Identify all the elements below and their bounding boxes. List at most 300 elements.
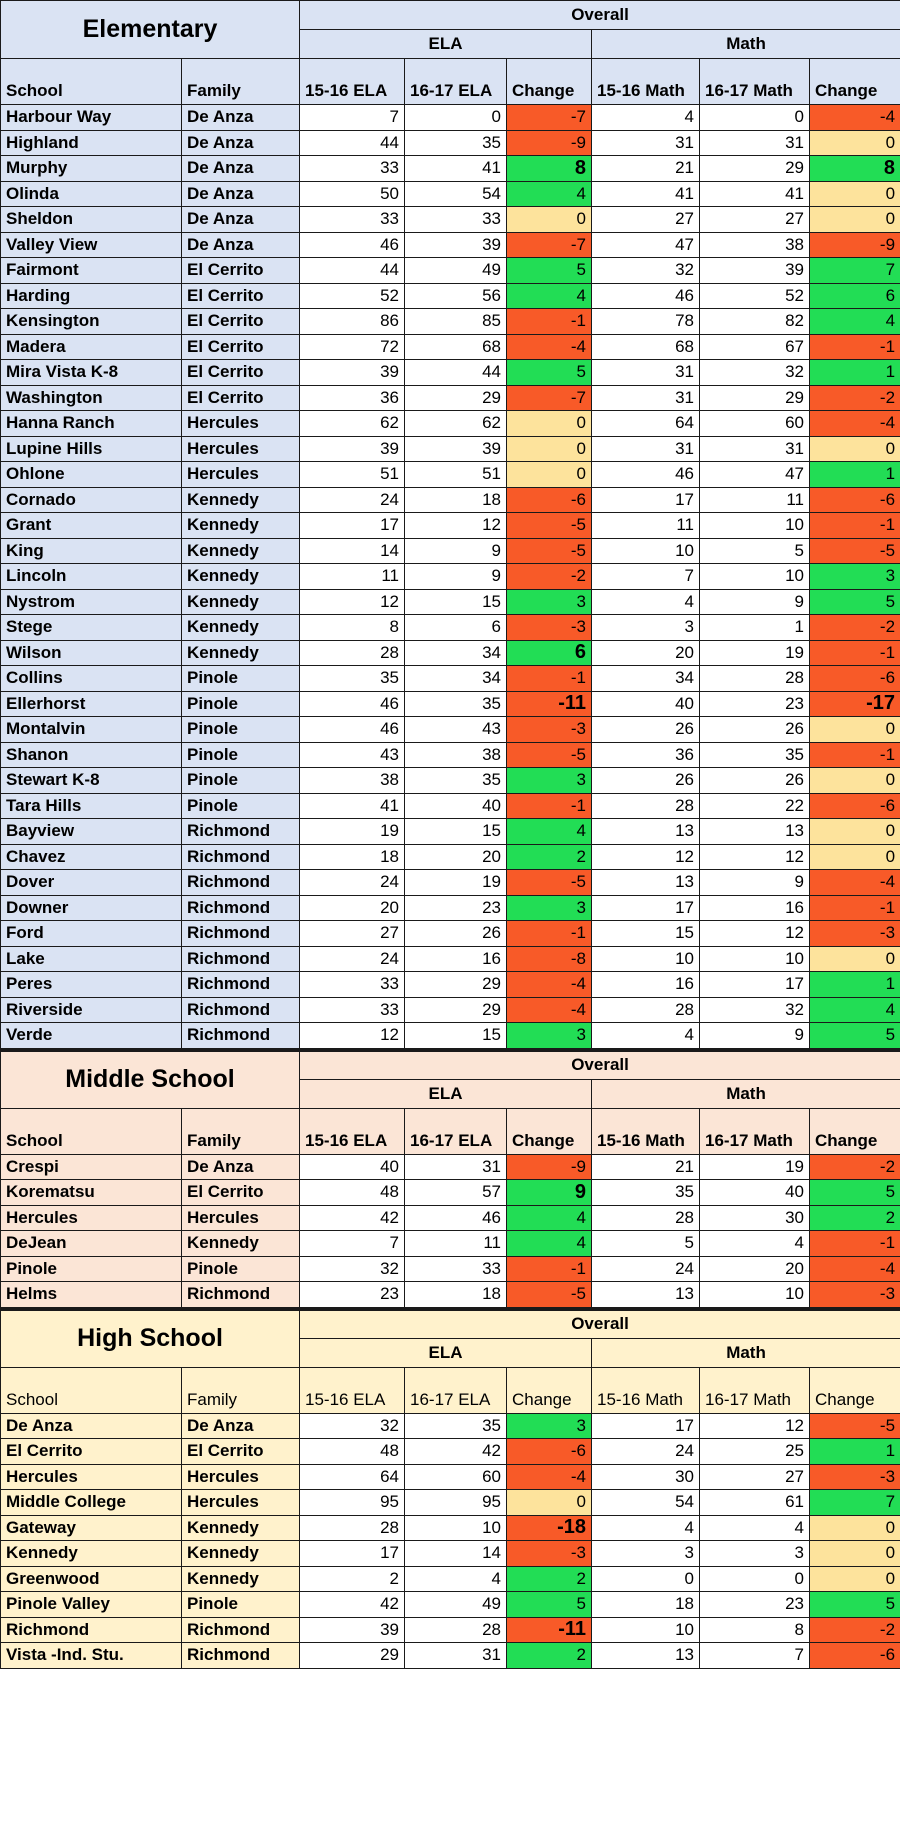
- math-1617-value: 52: [700, 283, 810, 309]
- ela-change-value: 5: [507, 360, 592, 386]
- table-row: [1, 946, 900, 972]
- family-name: Kennedy: [182, 1541, 300, 1567]
- ela-1617-value: 60: [405, 1464, 507, 1490]
- ela-1617-value: 33: [405, 1256, 507, 1282]
- header-row-overall: [1, 1309, 900, 1338]
- ela-1617-value: 10: [405, 1515, 507, 1541]
- family-name: Pinole: [182, 1592, 300, 1618]
- ela-1516-value: 33: [300, 156, 405, 182]
- math-1516-value: 10: [592, 538, 700, 564]
- math-1516-value: 12: [592, 844, 700, 870]
- table-row: [1, 742, 900, 768]
- math-change-value: -3: [810, 921, 900, 947]
- ela-change-value: -4: [507, 334, 592, 360]
- school-name: Korematsu: [1, 1180, 182, 1206]
- family-name: Richmond: [182, 946, 300, 972]
- math-change-value: 6: [810, 283, 900, 309]
- ela-1516-value: 42: [300, 1205, 405, 1231]
- school-name: Pinole: [1, 1256, 182, 1282]
- math-1516-value: 78: [592, 309, 700, 335]
- table-row: [1, 1464, 900, 1490]
- family-name: De Anza: [182, 156, 300, 182]
- math-change-value: 2: [810, 1205, 900, 1231]
- table-row: [1, 717, 900, 743]
- math-1617-value: 39: [700, 258, 810, 284]
- math-change-value: 3: [810, 564, 900, 590]
- overall-header: Overall: [300, 1, 900, 30]
- table-row: [1, 1592, 900, 1618]
- math-1516-value: 24: [592, 1439, 700, 1465]
- math-change-value: 8: [810, 156, 900, 182]
- family-name: Kennedy: [182, 640, 300, 666]
- ela-1617-value: 51: [405, 462, 507, 488]
- math-change-value: 5: [810, 589, 900, 615]
- math-1617-value: 12: [700, 844, 810, 870]
- family-name: Hercules: [182, 1205, 300, 1231]
- table-row: [1, 615, 900, 641]
- ela-change-value: -1: [507, 309, 592, 335]
- math-1516-value: 3: [592, 1541, 700, 1567]
- ela-1516-value: 7: [300, 105, 405, 131]
- table-row: [1, 1413, 900, 1439]
- math-1516-value: 31: [592, 360, 700, 386]
- middle-section-table: [0, 1049, 900, 1308]
- table-row: [1, 1256, 900, 1282]
- overall-header: Overall: [300, 1309, 900, 1338]
- ela-1516-value: 48: [300, 1439, 405, 1465]
- ela-1617-value: 28: [405, 1617, 507, 1643]
- ela-1617-value: 18: [405, 487, 507, 513]
- ela-1516-value: 50: [300, 181, 405, 207]
- math-change-value: -2: [810, 615, 900, 641]
- ela-1617-column-header: 16-17 ELA: [405, 1108, 507, 1154]
- math-change-value: 0: [810, 717, 900, 743]
- ela-1516-value: 14: [300, 538, 405, 564]
- table-row: [1, 1490, 900, 1516]
- ela-change-value: -1: [507, 1256, 592, 1282]
- table-row: [1, 666, 900, 692]
- math-change-value: -6: [810, 793, 900, 819]
- school-name: Harbour Way: [1, 105, 182, 131]
- table-row: [1, 1205, 900, 1231]
- family-name: Kennedy: [182, 1566, 300, 1592]
- ela-change-value: 0: [507, 411, 592, 437]
- ela-1516-value: 86: [300, 309, 405, 335]
- column-header-row: [1, 1108, 900, 1154]
- school-name: Verde: [1, 1023, 182, 1049]
- ela-change-value: 3: [507, 1413, 592, 1439]
- family-name: El Cerrito: [182, 258, 300, 284]
- ela-change-value: -3: [507, 717, 592, 743]
- family-name: Richmond: [182, 1643, 300, 1669]
- ela-1516-value: 24: [300, 870, 405, 896]
- math-1617-column-header: 16-17 Math: [700, 1367, 810, 1413]
- math-1617-value: 9: [700, 870, 810, 896]
- math-1617-value: 19: [700, 640, 810, 666]
- school-name: Peres: [1, 972, 182, 998]
- ela-1516-value: 28: [300, 1515, 405, 1541]
- family-name: Richmond: [182, 1282, 300, 1308]
- table-row: [1, 334, 900, 360]
- math-change-value: -1: [810, 334, 900, 360]
- family-name: El Cerrito: [182, 1180, 300, 1206]
- table-row: [1, 411, 900, 437]
- table-row: [1, 258, 900, 284]
- table-row: [1, 1515, 900, 1541]
- school-name: Sheldon: [1, 207, 182, 233]
- math-change-value: 0: [810, 1566, 900, 1592]
- ela-1617-value: 35: [405, 1413, 507, 1439]
- ela-1516-value: 43: [300, 742, 405, 768]
- school-name: Crespi: [1, 1154, 182, 1180]
- ela-1617-value: 62: [405, 411, 507, 437]
- table-row: [1, 589, 900, 615]
- section-title: Middle School: [1, 1050, 300, 1108]
- table-row: [1, 1231, 900, 1257]
- math-1516-value: 34: [592, 666, 700, 692]
- math-1516-value: 46: [592, 283, 700, 309]
- school-name: Highland: [1, 130, 182, 156]
- math-change-value: 5: [810, 1180, 900, 1206]
- school-name: Gateway: [1, 1515, 182, 1541]
- family-name: De Anza: [182, 232, 300, 258]
- math-change-value: 5: [810, 1023, 900, 1049]
- ela-change-value: 4: [507, 283, 592, 309]
- ela-group-header: ELA: [300, 30, 592, 59]
- school-name: Madera: [1, 334, 182, 360]
- ela-1617-value: 20: [405, 844, 507, 870]
- ela-change-value: 0: [507, 436, 592, 462]
- ela-1617-column-header: 16-17 ELA: [405, 1367, 507, 1413]
- ela-1617-value: 35: [405, 130, 507, 156]
- school-name: Tara Hills: [1, 793, 182, 819]
- ela-change-value: 5: [507, 258, 592, 284]
- school-name: Harding: [1, 283, 182, 309]
- ela-1516-value: 24: [300, 946, 405, 972]
- math-1516-value: 27: [592, 207, 700, 233]
- ela-change-value: 5: [507, 1592, 592, 1618]
- school-name: Chavez: [1, 844, 182, 870]
- school-name: Washington: [1, 385, 182, 411]
- ela-group-header: ELA: [300, 1079, 592, 1108]
- math-change-value: 0: [810, 768, 900, 794]
- math-1516-value: 7: [592, 564, 700, 590]
- ela-change-value: 3: [507, 589, 592, 615]
- table-row: [1, 207, 900, 233]
- ela-change-value: -3: [507, 615, 592, 641]
- ela-change-value: -18: [507, 1515, 592, 1541]
- math-1516-value: 10: [592, 1617, 700, 1643]
- math-change-value: -4: [810, 105, 900, 131]
- header-row-overall: [1, 1050, 900, 1079]
- ela-1617-value: 9: [405, 538, 507, 564]
- ela-change-value: 2: [507, 1643, 592, 1669]
- math-change-value: -5: [810, 1413, 900, 1439]
- school-name: Downer: [1, 895, 182, 921]
- table-row: [1, 232, 900, 258]
- math-change-value: 0: [810, 130, 900, 156]
- math-1617-value: 3: [700, 1541, 810, 1567]
- ela-1617-value: 33: [405, 207, 507, 233]
- ela-1516-value: 95: [300, 1490, 405, 1516]
- math-1516-value: 21: [592, 1154, 700, 1180]
- ela-change-value: 6: [507, 640, 592, 666]
- ela-change-value: -1: [507, 666, 592, 692]
- table-row: [1, 1023, 900, 1049]
- ela-1516-value: 19: [300, 819, 405, 845]
- math-1617-value: 27: [700, 207, 810, 233]
- ela-1516-value: 12: [300, 589, 405, 615]
- table-row: [1, 1439, 900, 1465]
- family-name: Kennedy: [182, 1231, 300, 1257]
- ela-1516-column-header: 15-16 ELA: [300, 59, 405, 105]
- school-column-header: School: [1, 1367, 182, 1413]
- math-change-value: 0: [810, 1541, 900, 1567]
- math-change-value: -1: [810, 895, 900, 921]
- ela-1516-value: 32: [300, 1413, 405, 1439]
- math-1617-value: 67: [700, 334, 810, 360]
- table-row: [1, 819, 900, 845]
- school-name: Montalvin: [1, 717, 182, 743]
- ela-1516-value: 39: [300, 1617, 405, 1643]
- ela-1617-value: 40: [405, 793, 507, 819]
- ela-1516-value: 40: [300, 1154, 405, 1180]
- ela-change-value: -7: [507, 232, 592, 258]
- ela-1516-value: 29: [300, 1643, 405, 1669]
- math-1516-value: 28: [592, 997, 700, 1023]
- math-change-value: 5: [810, 1592, 900, 1618]
- table-row: [1, 972, 900, 998]
- table-row: [1, 921, 900, 947]
- school-name: Cornado: [1, 487, 182, 513]
- math-1617-value: 12: [700, 921, 810, 947]
- ela-1516-value: 20: [300, 895, 405, 921]
- ela-1516-value: 38: [300, 768, 405, 794]
- ela-1516-value: 27: [300, 921, 405, 947]
- ela-1516-value: 28: [300, 640, 405, 666]
- ela-1617-value: 0: [405, 105, 507, 131]
- ela-1617-value: 12: [405, 513, 507, 539]
- math-1516-value: 28: [592, 1205, 700, 1231]
- family-name: Richmond: [182, 819, 300, 845]
- school-name: Pinole Valley: [1, 1592, 182, 1618]
- math-1617-value: 16: [700, 895, 810, 921]
- math-1516-value: 13: [592, 819, 700, 845]
- table-row: [1, 793, 900, 819]
- ela-1617-value: 44: [405, 360, 507, 386]
- math-1516-value: 4: [592, 589, 700, 615]
- math-1516-value: 15: [592, 921, 700, 947]
- math-1617-value: 9: [700, 1023, 810, 1049]
- math-1516-value: 13: [592, 1643, 700, 1669]
- section-title: Elementary: [1, 1, 300, 59]
- school-name: Bayview: [1, 819, 182, 845]
- school-name: Hercules: [1, 1464, 182, 1490]
- family-name: De Anza: [182, 105, 300, 131]
- school-name: Dover: [1, 870, 182, 896]
- ela-change-value: -9: [507, 1154, 592, 1180]
- family-column-header: Family: [182, 1367, 300, 1413]
- math-change-value: 0: [810, 207, 900, 233]
- ela-1516-value: 64: [300, 1464, 405, 1490]
- ela-change-column-header: Change: [507, 1108, 592, 1154]
- ela-change-value: -4: [507, 1464, 592, 1490]
- math-group-header: Math: [592, 1338, 900, 1367]
- ela-1516-value: 33: [300, 997, 405, 1023]
- ela-1617-value: 15: [405, 1023, 507, 1049]
- school-name: Kennedy: [1, 1541, 182, 1567]
- math-1516-value: 13: [592, 1282, 700, 1308]
- math-1617-value: 32: [700, 360, 810, 386]
- school-name: Lincoln: [1, 564, 182, 590]
- ela-1516-value: 32: [300, 1256, 405, 1282]
- school-name: Lupine Hills: [1, 436, 182, 462]
- math-change-value: 4: [810, 309, 900, 335]
- school-name: Mira Vista K-8: [1, 360, 182, 386]
- math-1617-value: 47: [700, 462, 810, 488]
- family-name: Richmond: [182, 972, 300, 998]
- math-change-column-header: Change: [810, 1108, 900, 1154]
- ela-1516-value: 46: [300, 717, 405, 743]
- ela-1617-value: 56: [405, 283, 507, 309]
- ela-1516-column-header: 15-16 ELA: [300, 1367, 405, 1413]
- ela-change-value: 3: [507, 895, 592, 921]
- ela-1516-value: 39: [300, 436, 405, 462]
- math-1516-value: 10: [592, 946, 700, 972]
- family-name: El Cerrito: [182, 334, 300, 360]
- table-row: [1, 1180, 900, 1206]
- math-1617-value: 32: [700, 997, 810, 1023]
- school-name: Ford: [1, 921, 182, 947]
- ela-change-value: -8: [507, 946, 592, 972]
- math-1617-value: 23: [700, 691, 810, 717]
- math-1516-value: 26: [592, 717, 700, 743]
- family-name: Richmond: [182, 870, 300, 896]
- math-1617-value: 0: [700, 105, 810, 131]
- math-1516-value: 35: [592, 1180, 700, 1206]
- math-1617-value: 41: [700, 181, 810, 207]
- ela-change-value: 3: [507, 1023, 592, 1049]
- math-1516-value: 13: [592, 870, 700, 896]
- math-change-column-header: Change: [810, 59, 900, 105]
- ela-change-value: -2: [507, 564, 592, 590]
- math-change-value: 0: [810, 844, 900, 870]
- ela-1516-value: 17: [300, 1541, 405, 1567]
- math-1516-value: 26: [592, 768, 700, 794]
- math-change-value: 4: [810, 997, 900, 1023]
- ela-change-value: -5: [507, 742, 592, 768]
- math-1617-value: 31: [700, 130, 810, 156]
- family-name: Richmond: [182, 1617, 300, 1643]
- ela-1617-value: 23: [405, 895, 507, 921]
- ela-change-value: -4: [507, 997, 592, 1023]
- family-name: Pinole: [182, 691, 300, 717]
- math-1617-value: 10: [700, 1282, 810, 1308]
- school-name: Wilson: [1, 640, 182, 666]
- section-title: High School: [1, 1309, 300, 1367]
- family-name: Richmond: [182, 1023, 300, 1049]
- school-column-header: School: [1, 1108, 182, 1154]
- school-name: Collins: [1, 666, 182, 692]
- math-1516-value: 4: [592, 105, 700, 131]
- ela-change-value: 4: [507, 819, 592, 845]
- ela-1516-value: 11: [300, 564, 405, 590]
- table-row: [1, 844, 900, 870]
- table-row: [1, 1282, 900, 1308]
- math-change-value: -4: [810, 411, 900, 437]
- math-1516-value: 40: [592, 691, 700, 717]
- math-1617-value: 10: [700, 564, 810, 590]
- math-1617-value: 10: [700, 513, 810, 539]
- math-1617-value: 12: [700, 1413, 810, 1439]
- ela-1617-value: 31: [405, 1154, 507, 1180]
- math-1516-value: 0: [592, 1566, 700, 1592]
- family-name: De Anza: [182, 181, 300, 207]
- family-name: Kennedy: [182, 538, 300, 564]
- school-name: Stewart K-8: [1, 768, 182, 794]
- math-change-value: -6: [810, 666, 900, 692]
- ela-group-header: ELA: [300, 1338, 592, 1367]
- ela-1617-value: 57: [405, 1180, 507, 1206]
- math-change-value: 1: [810, 462, 900, 488]
- math-1516-value: 31: [592, 436, 700, 462]
- math-group-header: Math: [592, 1079, 900, 1108]
- math-1516-value: 30: [592, 1464, 700, 1490]
- math-1516-value: 4: [592, 1023, 700, 1049]
- family-name: Pinole: [182, 742, 300, 768]
- math-change-value: -4: [810, 870, 900, 896]
- math-1617-value: 0: [700, 1566, 810, 1592]
- math-1617-value: 31: [700, 436, 810, 462]
- ela-1516-value: 46: [300, 691, 405, 717]
- math-1516-value: 36: [592, 742, 700, 768]
- math-1516-column-header: 15-16 Math: [592, 59, 700, 105]
- math-1617-column-header: 16-17 Math: [700, 1108, 810, 1154]
- math-change-value: -3: [810, 1464, 900, 1490]
- family-name: Kennedy: [182, 487, 300, 513]
- ela-change-value: -5: [507, 1282, 592, 1308]
- header-row-overall: [1, 1, 900, 30]
- table-row: [1, 309, 900, 335]
- math-1617-value: 7: [700, 1643, 810, 1669]
- ela-1516-value: 33: [300, 207, 405, 233]
- ela-1617-value: 11: [405, 1231, 507, 1257]
- ela-1617-value: 39: [405, 436, 507, 462]
- ela-1617-value: 35: [405, 768, 507, 794]
- ela-change-value: 8: [507, 156, 592, 182]
- table-row: [1, 1154, 900, 1180]
- ela-1516-value: 44: [300, 258, 405, 284]
- ela-1617-value: 38: [405, 742, 507, 768]
- math-1617-value: 28: [700, 666, 810, 692]
- family-column-header: Family: [182, 59, 300, 105]
- ela-change-value: -11: [507, 1617, 592, 1643]
- table-row: [1, 870, 900, 896]
- ela-1617-value: 85: [405, 309, 507, 335]
- ela-change-value: -11: [507, 691, 592, 717]
- ela-change-value: 0: [507, 462, 592, 488]
- ela-change-value: -1: [507, 793, 592, 819]
- math-1617-value: 4: [700, 1515, 810, 1541]
- math-change-value: -1: [810, 742, 900, 768]
- ela-change-value: -1: [507, 921, 592, 947]
- ela-1516-value: 18: [300, 844, 405, 870]
- math-1617-value: 29: [700, 156, 810, 182]
- high-section-table: [0, 1308, 900, 1669]
- ela-1516-value: 17: [300, 513, 405, 539]
- ela-1516-value: 72: [300, 334, 405, 360]
- math-1617-value: 29: [700, 385, 810, 411]
